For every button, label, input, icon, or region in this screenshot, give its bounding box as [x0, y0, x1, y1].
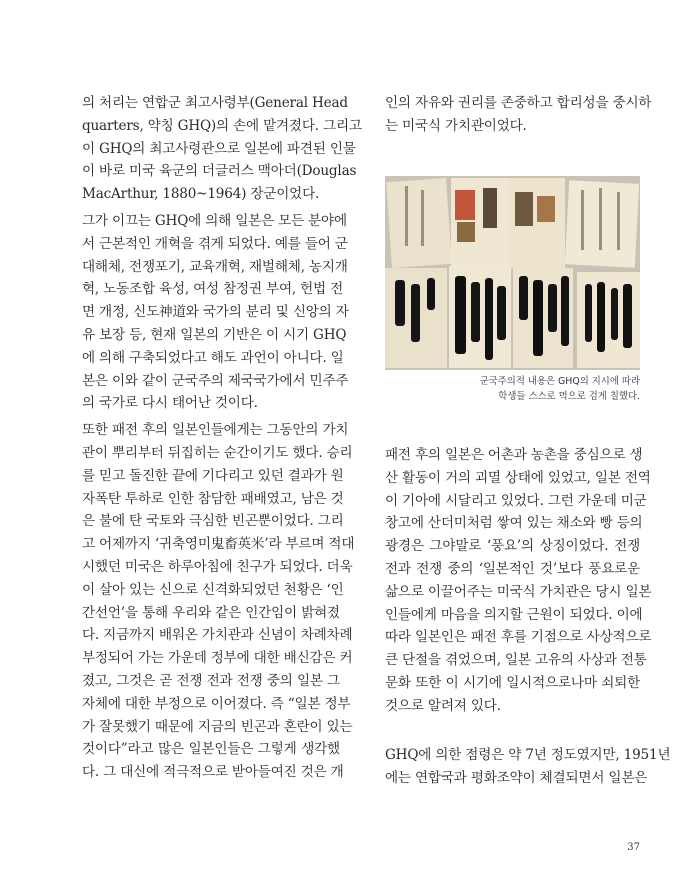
text-line: 면 개정, 신도神道와 국가의 분리 및 신앙의 자 [82, 304, 349, 321]
text-line: 가 잘못했기 때문에 지금의 빈곤과 혼란이 있는 [82, 718, 353, 735]
text-line: GHQ에 의한 점령은 약 7년 정도였지만, 1951년 [385, 747, 671, 763]
text-line: 것이다”라고 많은 일본인들은 그렇게 생각했 [82, 741, 340, 758]
text-line: 시했던 미국은 하루아침에 친구가 되었다. 더욱 [82, 558, 353, 575]
text-line: 다. 그 대신에 적극적으로 받아들여진 것은 개 [82, 764, 344, 781]
text-line: 또한 패전 후의 일본인들에게는 그동안의 가치 [82, 422, 349, 439]
text-line: 인의 자유와 권리를 존중하고 합리성을 중시하 [385, 95, 652, 111]
blackened-textbook-photo [385, 176, 640, 370]
text-line: 그가 이끄는 GHQ에 의해 일본은 모든 분야에 [82, 212, 347, 229]
text-line: 의 국가로 다시 태어난 것이다. [82, 395, 258, 412]
text-line: 큰 단절을 겪었으며, 일본 고유의 사상과 전통 [385, 652, 647, 669]
text-line: 관이 뿌리부터 뒤집히는 순간이기도 했다. 승리 [82, 444, 353, 461]
text-line: 부정되어 가는 가운데 정부에 대한 배신감은 커 [82, 650, 353, 667]
text-line: 이 GHQ의 최고사령관으로 일본에 파견된 인물 [82, 140, 356, 157]
text-line: 것으로 알려져 있다. [385, 697, 501, 714]
text-line: 유 보장 등, 현재 일본의 기반은 이 시기 GHQ [82, 326, 347, 343]
text-line: 패전 후의 일본은 어촌과 농촌을 중심으로 생 [385, 447, 643, 463]
left-text-column [82, 92, 362, 784]
text-line: 간선언’을 통해 우리와 같은 인간임이 밝혀졌 [82, 604, 340, 621]
text-line: MacArthur, 1880~1964) 장군이었다. [82, 186, 320, 203]
text-line: 삶으로 이끌어주는 미국식 가치관은 당시 일본 [385, 583, 652, 600]
text-line: 산 활동이 거의 괴멸 상태에 있었고, 일본 전역 [385, 469, 651, 486]
text-line: 이 기아에 시달리고 있었다. 그런 가운데 미군 [385, 492, 647, 509]
text-line: 에는 연합국과 평화조약이 체결되면서 일본은 [385, 769, 648, 786]
text-line: 문화 또한 이 시기에 일시적으로나마 쇠퇴한 [385, 674, 640, 691]
right-top-text [385, 92, 652, 138]
text-line: 서 근본적인 개혁을 겪게 되었다. 예를 들어 군 [82, 235, 348, 252]
text-line: 창고에 산더미처럼 쌓여 있는 채소와 빵 등의 [385, 515, 643, 532]
text-line: 를 믿고 돌진한 끝에 기다리고 있던 결과가 원 [82, 467, 344, 484]
text-line: 이 바로 미국 육군의 더글러스 맥아더(Douglas [82, 163, 357, 180]
text-line: 전과 전쟁 중의 ‘일본적인 것’보다 풍요로운 [385, 560, 640, 577]
text-line: 의 처리는 연합군 최고사령부(General Head [82, 95, 348, 111]
caption-line: 군국주의적 내용은 GHQ의 지시에 따라 [479, 376, 640, 387]
text-line: 본은 이와 같이 군국주의 제국국가에서 민주주 [82, 372, 349, 389]
text-line: 다. 지금까지 배워온 가치관과 신념이 차례차례 [82, 627, 353, 644]
page-number: 37 [627, 842, 640, 853]
text-line: 광경은 그야말로 ‘풍요’의 상징이었다. 전쟁 [385, 538, 640, 555]
text-line: 자폭탄 투하로 인한 참담한 패배였고, 남은 것 [82, 490, 344, 507]
photo-caption [385, 374, 640, 404]
text-line: 따라 일본인은 패전 후를 기점으로 사상적으로 [385, 629, 652, 646]
text-line: 는 미국식 가치관이었다. [385, 117, 527, 134]
text-line: 혁, 노동조합 육성, 여성 참정권 부여, 헌법 전 [82, 281, 344, 298]
text-line: 고 어제까지 ‘귀축영미鬼畜英米’라 부르며 적대 [82, 536, 355, 553]
text-line: 졌고, 그것은 곧 전쟁 전과 전쟁 중의 일본 그 [82, 672, 340, 689]
text-line: 은 불에 탄 국토와 극심한 빈곤뿐이었다. 그리 [82, 513, 344, 530]
caption-line: 학생들 스스로 먹으로 검게 칠했다. [498, 391, 640, 402]
right-bottom-text [385, 444, 652, 718]
text-line: 에 의해 구축되었다고 해도 과언이 아니다. 일 [82, 349, 344, 366]
text-line: 인들에게 마음을 의지할 근원이 되었다. 이에 [385, 606, 643, 623]
right-bottom-text-2 [385, 744, 671, 790]
text-line: quarters, 약칭 GHQ)의 손에 맡겨졌다. 그리고 [82, 117, 362, 134]
text-line: 이 살아 있는 신으로 신격화되었던 천황은 ‘인 [82, 581, 344, 598]
text-line: 자체에 대한 부정으로 이어졌다. 즉 “일본 정부 [82, 695, 351, 712]
text-line: 대해체, 전쟁포기, 교육개혁, 재벌해체, 농지개 [82, 258, 348, 275]
photo-illustration [385, 176, 640, 370]
